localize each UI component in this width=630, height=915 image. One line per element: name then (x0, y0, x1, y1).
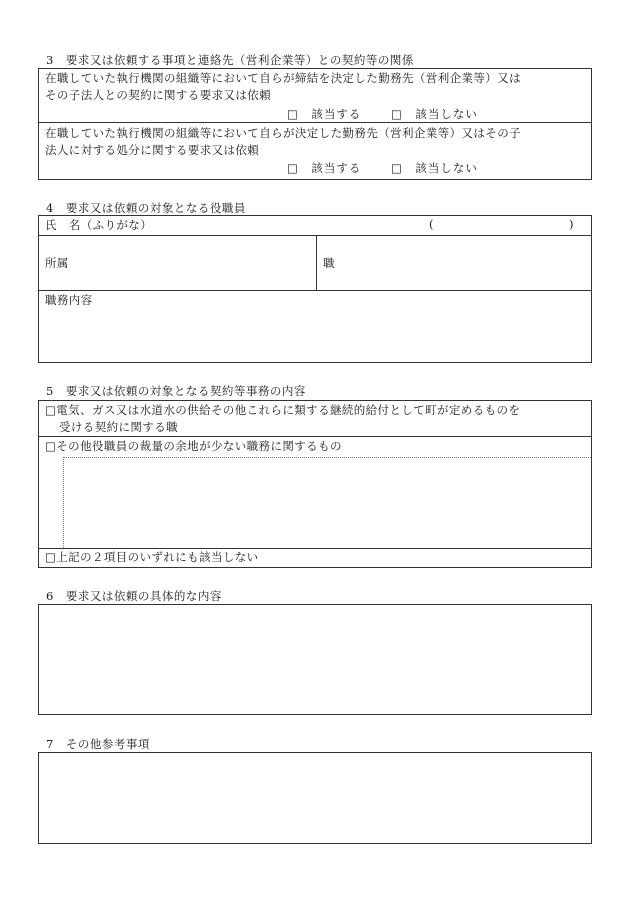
contract-not-applicable-checkbox[interactable]: □ 該当しない (391, 107, 478, 121)
utility-contract-line2: 受ける契約に関する職 (59, 420, 178, 434)
low-discretion-row (39, 437, 591, 549)
section-5-table (38, 400, 592, 568)
section-3-table (38, 68, 592, 180)
disposition-applicable-checkbox[interactable]: □ 該当する (287, 161, 362, 175)
contract-applicable-checkbox[interactable]: □ 該当する (287, 107, 362, 121)
section-3-heading: 3 要求又は依頼する事項と連絡先（営利企業等）との契約等の関係 (46, 53, 414, 67)
name-row (39, 216, 591, 236)
section-7-heading: 7 その他参考事項 (46, 737, 150, 751)
utility-contract-line1[interactable]: □電気、ガス又は水道水の供給その他これらに類する継続的給付として町が定めるものを (45, 403, 521, 417)
disposition-request-line2: 法人に対する処分に関する要求又は依頼 (45, 143, 260, 157)
section-5-heading: 5 要求又は依頼の対象となる契約等事務の内容 (46, 384, 306, 398)
furigana-paren-close: ) (569, 217, 575, 231)
utility-contract-row (39, 401, 591, 437)
duties-label: 職務内容 (45, 293, 93, 307)
contract-request-line2: その子法人との契約に関する要求又は依頼 (45, 88, 272, 102)
dept-post-row (39, 236, 591, 291)
section-6-heading: 6 要求又は依頼の具体的な内容 (46, 589, 222, 603)
low-discretion-label[interactable]: □その他役職員の裁量の余地が少ない職務に関するもの (45, 439, 342, 453)
contract-request-row (39, 69, 591, 123)
disposition-request-line1: 在職していた執行機関の組織等において自らが決定した勤務先（営利企業等）又はその子 (45, 126, 521, 140)
dept-label: 所属 (45, 256, 69, 270)
contract-request-line1: 在職していた執行機関の組織等において自らが締結を決定した勤務先（営利企業等）又は (45, 71, 521, 85)
disposition-not-applicable-checkbox[interactable]: □ 該当しない (391, 161, 478, 175)
dept-post-divider (316, 236, 317, 290)
post-label: 職 (323, 256, 335, 270)
low-discretion-detail-area[interactable] (63, 457, 591, 548)
furigana-paren-open: ( (429, 217, 435, 231)
section-4-heading: 4 要求又は依頼の対象となる役職員 (46, 201, 246, 215)
none-applicable-label[interactable]: □上記の２項目のいずれにも該当しない (45, 550, 259, 564)
duties-row (39, 291, 591, 362)
specific-content-box[interactable] (38, 604, 592, 715)
none-applicable-row (39, 549, 591, 567)
section-4-table (38, 215, 592, 363)
name-label: 氏 名（ふりがな） (45, 218, 153, 232)
other-reference-box[interactable] (38, 752, 592, 844)
disposition-request-row (39, 123, 591, 179)
